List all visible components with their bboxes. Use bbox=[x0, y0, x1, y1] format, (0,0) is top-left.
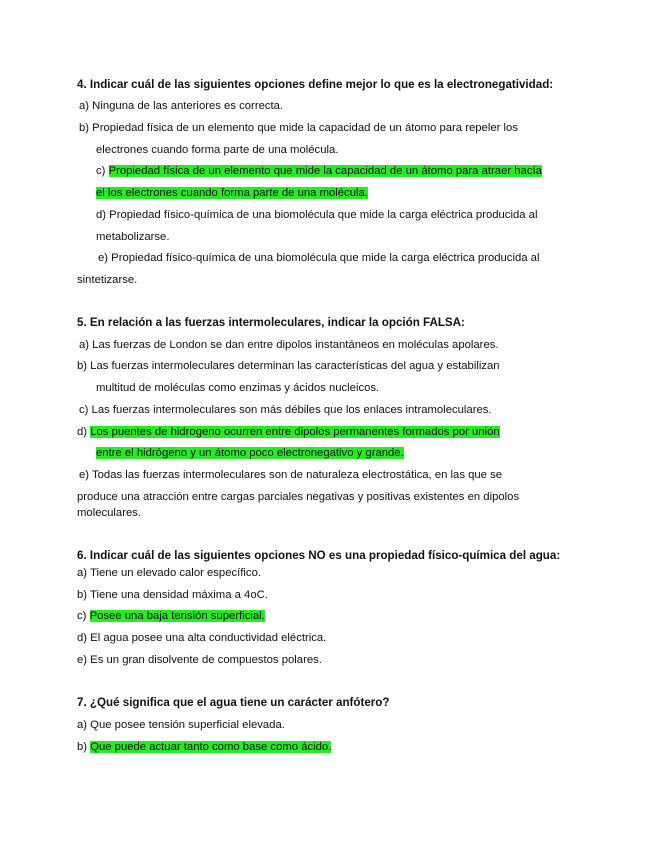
q4-option-e-line1: e) Propiedad físico-química de una biomolécula que mide la carga eléctrica producida al bbox=[98, 252, 540, 264]
q5-option-d-highlight-2: entre el hidrógeno y un átomo poco electronegativo y grande. bbox=[96, 447, 404, 459]
question-6-title: 6. Indicar cuál de las siguientes opciones NO es una propiedad físico-química del agua: bbox=[77, 549, 561, 562]
q4-option-c-line2 bbox=[96, 186, 368, 200]
q7-option-b-prefix: b) bbox=[77, 741, 91, 753]
q7-option-b bbox=[77, 740, 331, 754]
q7-option-b-highlight: Que puede actuar tanto como base como ácido. bbox=[90, 741, 332, 753]
q6-option-a: a) Tiene un elevado calor específico. bbox=[77, 567, 261, 579]
q4-option-b-line1: b) Propiedad física de un elemento que mide la capacidad de un átomo para repeler los bbox=[79, 122, 518, 134]
q4-option-c-highlight-2: el los electrones cuando forma parte de una molécula. bbox=[96, 187, 368, 199]
q4-option-c-highlight: Propiedad física de un elemento que mide la capacidad de un átomo para atraer hacía bbox=[108, 165, 542, 177]
question-7-title: 7. ¿Qué significa que el agua tiene un carácter anfótero? bbox=[77, 696, 390, 709]
q4-option-a: a) Ninguna de las anteriores es correcta. bbox=[79, 100, 284, 112]
q6-option-c-prefix: c) bbox=[77, 610, 90, 622]
q6-option-c-highlight: Posee una baja tensión superficial. bbox=[89, 610, 265, 622]
q5-option-b-line1: b) Las fuerzas intermoleculares determinan las características del agua y estabilizan bbox=[77, 360, 500, 372]
q5-option-e-line1: e) Todas las fuerzas intermoleculares son de naturaleza electrostática, en las que se bbox=[79, 469, 503, 481]
q4-option-d-line1: d) Propiedad físico-química de una biomolécula que mide la carga eléctrica producida al bbox=[96, 209, 538, 221]
q5-option-d-highlight: Los puentes de hidrogeno ocurren entre dipolos permanentes formados por unión bbox=[90, 426, 500, 438]
q6-option-d: d) El agua posee una alta conductividad eléctrica. bbox=[77, 632, 327, 644]
q5-option-c: c) Las fuerzas intermoleculares son más débiles que los enlaces intramoleculares. bbox=[79, 404, 492, 416]
q7-option-a: a) Que posee tensión superficial elevada. bbox=[77, 719, 285, 731]
q5-option-e-line3: moleculares. bbox=[77, 507, 142, 519]
q6-option-c bbox=[77, 609, 265, 623]
q6-option-e: e) Es un gran disolvente de compuestos polares. bbox=[77, 654, 322, 666]
q5-option-d-line1 bbox=[77, 425, 500, 439]
q5-option-a: a) Las fuerzas de London se dan entre dipolos instantáneos en moléculas apolares. bbox=[79, 339, 499, 351]
q4-option-b-line2: electrones cuando forma parte de una molécula. bbox=[96, 144, 339, 156]
question-5-title: 5. En relación a las fuerzas intermoleculares, indicar la opción FALSA: bbox=[77, 316, 465, 329]
q5-option-b-line2: multitud de moléculas como enzimas y ácidos nucleicos. bbox=[96, 382, 380, 394]
q5-option-e-line2: produce una atracción entre cargas parciales negativas y positivas existentes en dipolos bbox=[77, 491, 520, 503]
question-4-title: 4. Indicar cuál de las siguientes opciones define mejor lo que es la electronegatividad: bbox=[77, 78, 554, 91]
q5-option-d-prefix: d) bbox=[77, 426, 91, 438]
q4-option-d-line2: metabolizarse. bbox=[96, 231, 170, 243]
q4-option-c-line1 bbox=[96, 164, 542, 178]
q4-option-e-line2: sintetizarse. bbox=[77, 274, 138, 286]
q5-option-d-line2 bbox=[96, 446, 404, 460]
q4-option-c-prefix: c) bbox=[96, 165, 109, 177]
q6-option-b: b) Tiene una densidad máxima a 4oC. bbox=[77, 589, 268, 601]
